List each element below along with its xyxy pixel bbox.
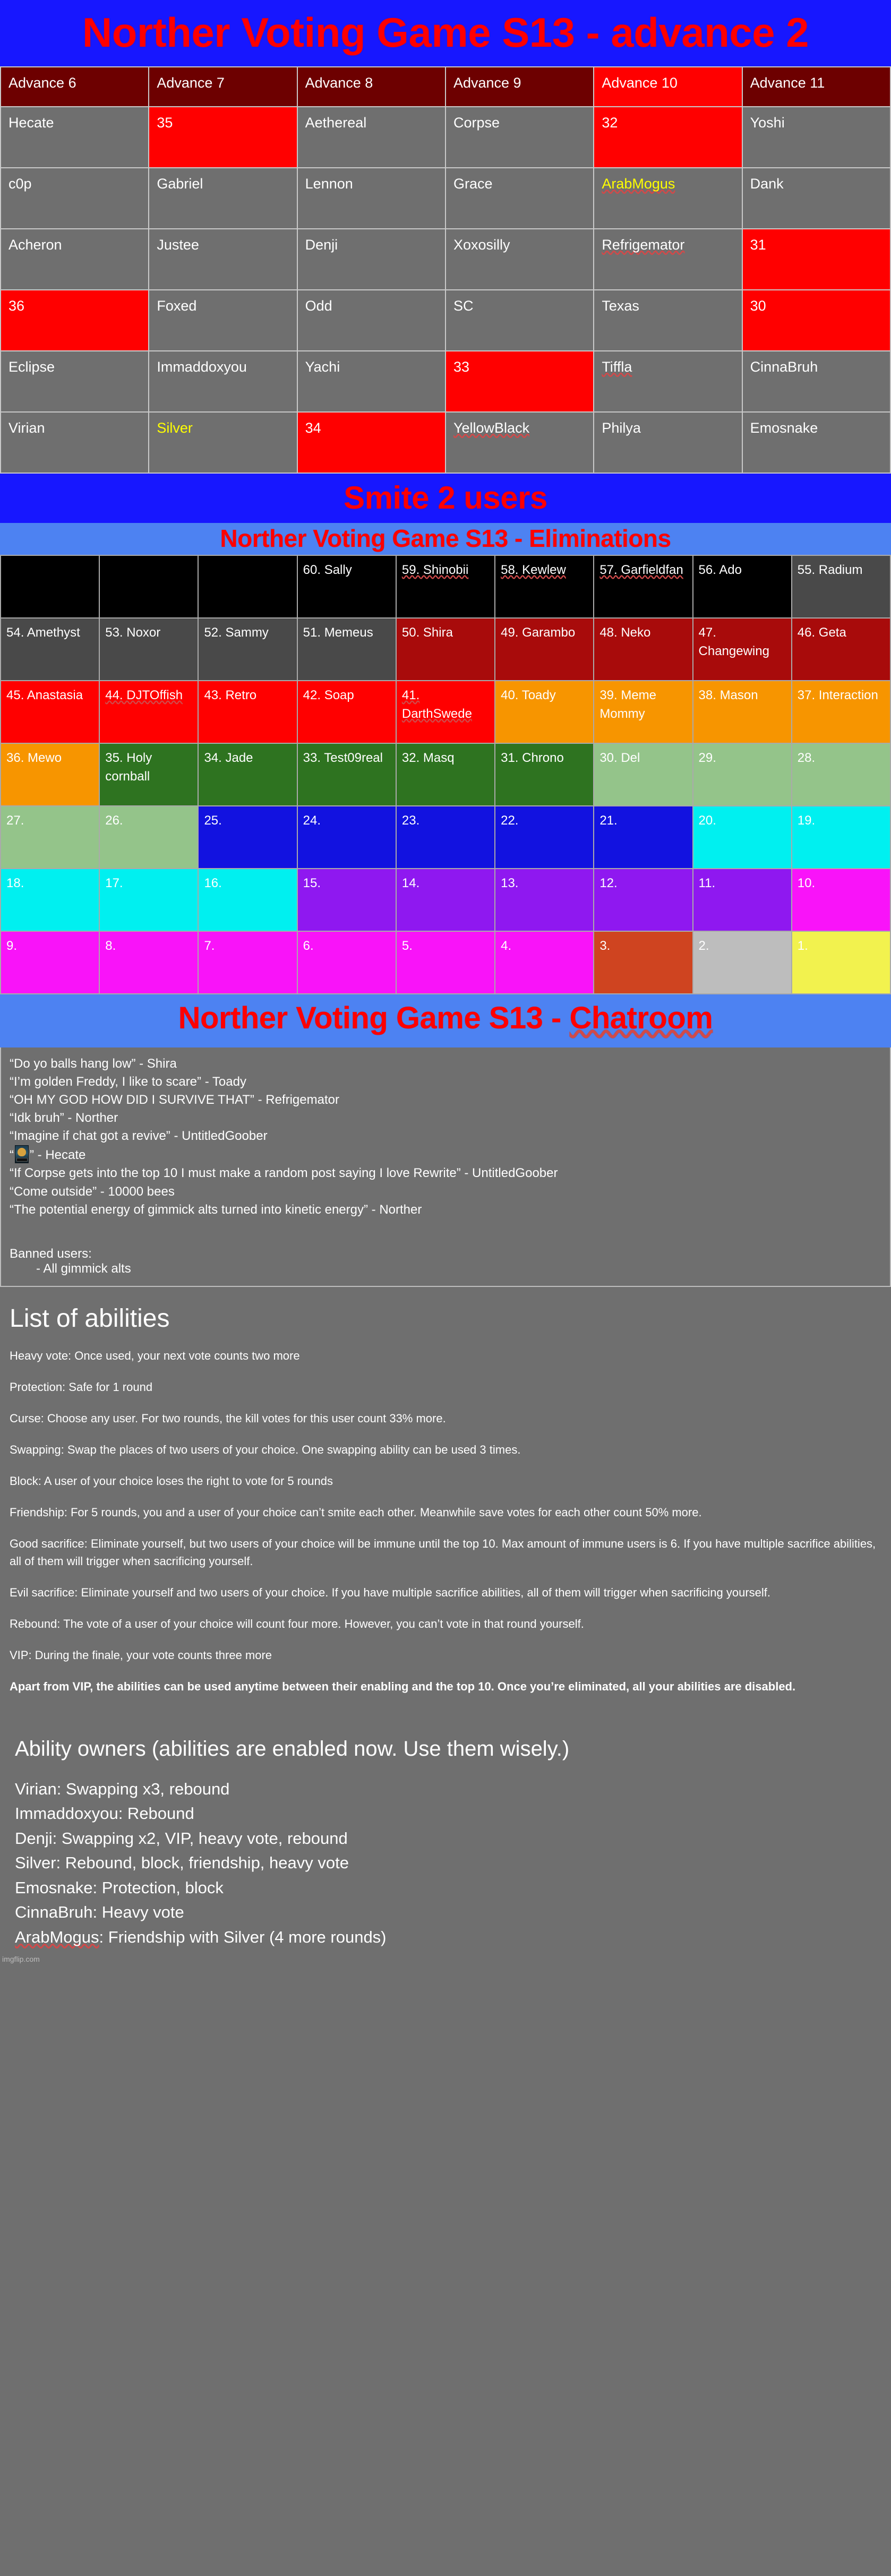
elimination-cell-label: 5. <box>401 939 413 953</box>
advance-cell-label: Justee <box>157 237 199 253</box>
ability-owner-item: Emosnake: Protection, block <box>15 1878 224 1897</box>
advance-cell-label: Foxed <box>157 298 197 314</box>
elimination-cell-label: 39. Meme Mommy <box>599 688 657 721</box>
elimination-cell <box>99 806 198 869</box>
elimination-cell <box>495 555 594 618</box>
page-title: Norther Voting Game S13 - advance 2 <box>0 0 891 66</box>
elimination-cell <box>297 806 396 869</box>
elimination-cell-label: 41. DarthSwede <box>401 688 472 721</box>
elimination-cell <box>693 931 792 994</box>
chat-message: “Do yo balls hang low” - Shira <box>10 1057 177 1071</box>
advance-header-row <box>1 67 890 107</box>
elimination-cell <box>495 806 594 869</box>
elimination-cell-label: 24. <box>303 813 321 828</box>
eliminations-row <box>1 869 890 931</box>
advance-cell <box>594 290 742 351</box>
ability-item: Block: A user of your choice loses the right to vote for 5 rounds <box>10 1474 333 1488</box>
ability-owners-heading: Ability owners (abilities are enabled now. Use them wisely.) <box>15 1737 570 1761</box>
advance-cell-label: Texas <box>602 298 639 314</box>
chatroom-title <box>0 994 891 1047</box>
elimination-cell <box>396 743 495 806</box>
elimination-cell <box>99 681 198 743</box>
ability-item: Protection: Safe for 1 round <box>10 1380 153 1394</box>
advance-table-body <box>1 107 890 473</box>
elimination-cell <box>396 681 495 743</box>
chat-message <box>10 1145 881 1164</box>
elimination-cell <box>495 618 594 681</box>
elimination-cell <box>297 618 396 681</box>
elimination-cell-label: 16. <box>204 876 222 890</box>
chat-message-list <box>10 1055 881 1219</box>
advance-cell-label: Tiffla <box>602 359 632 375</box>
advance-cell-label: Odd <box>305 298 332 314</box>
elimination-cell <box>495 869 594 931</box>
elimination-cell-label: 17. <box>105 876 123 890</box>
elimination-cell-label: 27. <box>6 813 24 828</box>
advance-cell-label: Hecate <box>8 115 54 131</box>
chat-quote-open: “ <box>10 1148 14 1163</box>
elimination-cell <box>495 931 594 994</box>
chat-message: “Imagine if chat got a revive” - UntitledGoober <box>10 1129 268 1144</box>
ability-owner-item: Denji: Swapping x2, VIP, heavy vote, rebound <box>15 1828 348 1848</box>
elimination-cell <box>792 743 890 806</box>
elimination-cell-label: 13. <box>501 876 519 890</box>
elimination-cell <box>297 931 396 994</box>
advance-cell <box>742 412 890 473</box>
chat-message: “OH MY GOD HOW DID I SURVIVE THAT” - Refrigemator <box>10 1093 339 1107</box>
ability-item: Curse: Choose any user. For two rounds, the kill votes for this user count 33% more. <box>10 1411 446 1425</box>
elimination-cell-label: 4. <box>501 939 512 953</box>
elimination-cell-label: 59. Shinobii <box>401 563 469 577</box>
elimination-cell <box>198 743 297 806</box>
elimination-cell-label: 58. Kewlew <box>501 563 566 577</box>
elimination-cell-label: 10. <box>797 876 816 890</box>
advance-cell <box>149 168 297 229</box>
elimination-cell <box>594 555 692 618</box>
advance-cell-label: 36 <box>8 298 25 314</box>
elimination-cell-label: 15. <box>303 876 321 890</box>
elimination-cell <box>594 931 692 994</box>
elimination-cell-label: 32. Masq <box>401 751 455 765</box>
elimination-cell <box>594 743 692 806</box>
elimination-cell <box>297 869 396 931</box>
eliminations-row <box>1 743 890 806</box>
advance-cell <box>1 412 149 473</box>
elimination-cell-label: 2. <box>698 939 709 953</box>
elimination-cell-label: 33. Test09real <box>303 751 383 765</box>
elimination-cell-label: 11. <box>698 876 716 890</box>
advance-cell <box>594 107 742 168</box>
advance-cell <box>1 229 149 290</box>
elimination-cell <box>1 618 99 681</box>
advance-cell-label: Corpse <box>453 115 500 131</box>
advance-cell <box>446 168 594 229</box>
ability-owners-section <box>0 1714 891 1965</box>
elimination-cell <box>792 806 890 869</box>
advance-cell-label: Acheron <box>8 237 62 253</box>
elimination-cell <box>198 869 297 931</box>
elimination-cell <box>396 806 495 869</box>
elimination-cell-label: 20. <box>698 813 716 828</box>
advance-cell <box>297 229 446 290</box>
ability-item: Evil sacrifice: Eliminate yourself and two users of your choice. If you have multiple sacrifice abilities, all of them will trigger when sacrificing yourself. <box>10 1585 771 1599</box>
elimination-cell <box>396 618 495 681</box>
abilities-footnote: Apart from VIP, the abilities can be used anytime between their enabling and the top 10. Once you’re eliminated, all your abilities are disabled. <box>10 1679 796 1693</box>
eliminations-row <box>1 931 890 994</box>
elimination-cell <box>594 806 692 869</box>
advance-column-header: Advance 6 <box>1 67 149 107</box>
eliminations-row <box>1 618 890 681</box>
advance-table-head <box>1 67 890 107</box>
advance-cell-label: Immaddoxyou <box>157 359 247 375</box>
advance-cell-label: Eclipse <box>8 359 55 375</box>
elimination-cell <box>1 743 99 806</box>
elimination-cell-label: 3. <box>599 939 611 953</box>
advance-column-header: Advance 8 <box>297 67 446 107</box>
advance-cell-label: SC <box>453 298 474 314</box>
abilities-section <box>0 1287 891 1714</box>
ability-item: Rebound: The vote of a user of your choice will count four more. However, you can’t vote in that round yourself. <box>10 1617 584 1630</box>
elimination-cell-label: 56. Ado <box>698 563 742 577</box>
elimination-cell-label: 49. Garambo <box>501 625 576 640</box>
advance-cell <box>446 412 594 473</box>
advance-cell <box>446 107 594 168</box>
advance-table-row <box>1 168 890 229</box>
elimination-cell <box>693 555 792 618</box>
advance-cell-label: Denji <box>305 237 338 253</box>
elimination-cell-label: 26. <box>105 813 123 828</box>
elimination-cell-label: 43. Retro <box>204 688 257 702</box>
advance-table-row <box>1 290 890 351</box>
eliminations-row <box>1 681 890 743</box>
elimination-cell <box>792 555 890 618</box>
elimination-cell <box>396 869 495 931</box>
smite-banner: Smite 2 users <box>0 474 891 523</box>
elimination-cell <box>1 806 99 869</box>
advance-cell-label: Xoxosilly <box>453 237 510 253</box>
elimination-cell-label: 7. <box>204 939 215 953</box>
elimination-cell-label: 38. Mason <box>698 688 758 702</box>
elimination-cell-label: 14. <box>401 876 420 890</box>
chatroom-panel <box>0 1047 891 1287</box>
advance-column-header: Advance 9 <box>446 67 594 107</box>
advance-cell-label: ArabMogus <box>602 176 675 192</box>
elimination-cell <box>99 618 198 681</box>
advance-cell <box>1 107 149 168</box>
elimination-cell <box>198 555 297 618</box>
ability-item: VIP: During the finale, your vote counts three more <box>10 1648 272 1662</box>
elimination-cell-label: 21. <box>599 813 618 828</box>
elimination-cell <box>594 681 692 743</box>
elimination-cell-label: 37. Interaction <box>797 688 878 702</box>
advance-table <box>0 66 891 474</box>
advance-cell <box>594 229 742 290</box>
elimination-cell-label: 18. <box>6 876 24 890</box>
elimination-cell <box>792 931 890 994</box>
elimination-cell <box>297 681 396 743</box>
eliminations-row <box>1 555 890 618</box>
advance-table-row <box>1 107 890 168</box>
advance-column-header: Advance 10 <box>594 67 742 107</box>
advance-cell-label: Emosnake <box>750 420 818 436</box>
elimination-cell-label: 45. Anastasia <box>6 688 83 702</box>
ability-owner-item: Silver: Rebound, block, friendship, heavy vote <box>15 1853 349 1873</box>
elimination-cell <box>495 743 594 806</box>
advance-cell-label: Philya <box>602 420 641 436</box>
advance-cell <box>297 412 446 473</box>
elimination-cell-label: 19. <box>797 813 816 828</box>
elimination-cell-label: 50. Shira <box>401 625 453 640</box>
advance-cell-label: Yachi <box>305 359 340 375</box>
elimination-cell <box>1 931 99 994</box>
advance-cell-label: 32 <box>602 115 618 131</box>
ability-item: Friendship: For 5 rounds, you and a user of your choice can’t smite each other. Meanwhile save votes for each other count 50% more. <box>10 1505 702 1519</box>
elimination-cell-label: 9. <box>6 939 18 953</box>
advance-column-header: Advance 11 <box>742 67 890 107</box>
advance-cell-label: Gabriel <box>157 176 203 192</box>
elimination-cell-label: 57. Garfieldfan <box>599 563 683 577</box>
advance-cell-label: Silver <box>157 420 193 436</box>
elimination-cell <box>594 618 692 681</box>
eliminations-grid <box>0 555 891 994</box>
advance-cell-label: 31 <box>750 237 766 253</box>
eliminations-title: Norther Voting Game S13 - Eliminations <box>0 523 891 555</box>
advance-cell <box>149 351 297 412</box>
elimination-cell <box>198 618 297 681</box>
ability-owner-name: ArabMogus <box>15 1927 99 1946</box>
elimination-cell <box>297 743 396 806</box>
elimination-cell-label: 51. Memeus <box>303 625 373 640</box>
advance-cell-label: Dank <box>750 176 784 192</box>
elimination-cell-label: 44. DJTOffish <box>105 688 183 702</box>
abilities-heading: List of abilities <box>10 1304 170 1333</box>
eliminations-grid-body <box>1 555 890 994</box>
advance-cell <box>446 229 594 290</box>
elimination-cell <box>297 555 396 618</box>
elimination-cell <box>693 869 792 931</box>
advance-cell <box>594 168 742 229</box>
advance-table-row <box>1 412 890 473</box>
advance-cell-label: CinnaBruh <box>750 359 818 375</box>
advance-cell <box>297 290 446 351</box>
chat-quote-close: ” - Hecate <box>30 1148 86 1163</box>
advance-cell <box>149 229 297 290</box>
banned-users-heading: Banned users: <box>10 1246 92 1261</box>
advance-cell <box>742 290 890 351</box>
advance-cell-label: Virian <box>8 420 45 436</box>
elimination-cell-label: 34. Jade <box>204 751 253 765</box>
elimination-cell-label: 6. <box>303 939 314 953</box>
banned-users-item: - All gimmick alts <box>36 1261 131 1276</box>
advance-cell <box>297 107 446 168</box>
elimination-cell-label: 52. Sammy <box>204 625 269 640</box>
elimination-cell <box>693 681 792 743</box>
elimination-cell-label: 25. <box>204 813 222 828</box>
advance-cell-label: 33 <box>453 359 470 375</box>
elimination-cell-label: 60. Sally <box>303 563 352 577</box>
elimination-cell <box>198 931 297 994</box>
elimination-cell <box>396 931 495 994</box>
elimination-cell <box>1 681 99 743</box>
elimination-cell <box>693 806 792 869</box>
elimination-cell-label: 55. Radium <box>797 563 863 577</box>
eliminations-row <box>1 806 890 869</box>
elimination-cell <box>792 869 890 931</box>
chat-message: “Idk bruh” - Norther <box>10 1111 118 1126</box>
advance-cell <box>742 168 890 229</box>
advance-cell <box>149 107 297 168</box>
elimination-cell <box>495 681 594 743</box>
elimination-cell <box>693 743 792 806</box>
elimination-cell-label: 47. Changewing <box>698 625 769 658</box>
chat-message: “The potential energy of gimmick alts turned into kinetic energy” - Norther <box>10 1202 422 1217</box>
abilities-list <box>10 1347 881 1664</box>
elimination-cell <box>99 931 198 994</box>
advance-cell <box>1 351 149 412</box>
elimination-cell <box>198 806 297 869</box>
advance-cell <box>742 229 890 290</box>
chatroom-title-prefix: Norther Voting Game S13 - <box>178 1001 570 1035</box>
elimination-cell-label: 23. <box>401 813 420 828</box>
advance-cell <box>742 351 890 412</box>
advance-cell <box>446 290 594 351</box>
elimination-cell-label: 29. <box>698 751 716 765</box>
elimination-cell-label: 42. Soap <box>303 688 354 702</box>
elimination-cell-label: 28. <box>797 751 816 765</box>
elimination-cell-label: 30. Del <box>599 751 640 765</box>
ability-owner-item: Virian: Swapping x3, rebound <box>15 1779 230 1798</box>
advance-cell <box>1 168 149 229</box>
elimination-cell <box>594 869 692 931</box>
elimination-cell-label: 35. Holy cornball <box>105 751 152 784</box>
advance-cell <box>297 168 446 229</box>
elimination-cell <box>693 618 792 681</box>
advance-cell <box>742 107 890 168</box>
elimination-cell-label: 48. Neko <box>599 625 651 640</box>
elimination-cell <box>99 869 198 931</box>
elimination-cell-label: 53. Noxor <box>105 625 161 640</box>
elimination-cell <box>99 743 198 806</box>
advance-cell <box>149 290 297 351</box>
advance-cell-label: 34 <box>305 420 321 436</box>
advance-cell-label: Refrigemator <box>602 237 685 253</box>
chat-message: “If Corpse gets into the top 10 I must make a random post saying I love Rewrite” - UntitledGoober <box>10 1166 558 1181</box>
chat-message: “I’m golden Freddy, I like to scare” - Toady <box>10 1075 246 1089</box>
advance-cell-label: Lennon <box>305 176 353 192</box>
advance-table-row <box>1 351 890 412</box>
advance-cell-label: Aethereal <box>305 115 367 131</box>
advance-cell-label: c0p <box>8 176 32 192</box>
ability-item: Heavy vote: Once used, your next vote counts two more <box>10 1349 300 1362</box>
advance-cell-label: 30 <box>750 298 766 314</box>
advance-cell <box>149 412 297 473</box>
elimination-cell-label: 22. <box>501 813 519 828</box>
elimination-cell-label: 46. Geta <box>797 625 846 640</box>
elimination-cell-label: 40. Toady <box>501 688 556 702</box>
ability-owner-item: CinnaBruh: Heavy vote <box>15 1903 184 1922</box>
ability-owners-list <box>15 1777 881 1950</box>
ability-item: Swapping: Swap the places of two users of your choice. One swapping ability can be used 3 times. <box>10 1442 521 1456</box>
elimination-cell-label: 31. Chrono <box>501 751 564 765</box>
elimination-cell-label: 8. <box>105 939 116 953</box>
advance-cell <box>297 351 446 412</box>
elimination-cell <box>198 681 297 743</box>
advance-cell-label: Grace <box>453 176 493 192</box>
elimination-cell <box>99 555 198 618</box>
ability-owner-item <box>15 1925 881 1950</box>
advance-cell-label: YellowBlack <box>453 420 530 436</box>
advance-column-header: Advance 7 <box>149 67 297 107</box>
ability-item: Good sacrifice: Eliminate yourself, but two users of your choice will be immune until the top 10. Max amount of immune users is 6. If you have multiple sacrifice abilities, all of them will trigger when sacrificing yourself. <box>10 1536 876 1568</box>
chat-message: “Come outside” - 10000 bees <box>10 1184 175 1199</box>
elimination-cell <box>396 555 495 618</box>
cat-image-icon <box>15 1145 29 1163</box>
elimination-cell-label: 36. Mewo <box>6 751 62 765</box>
chatroom-title-word: Chatroom <box>569 1001 713 1035</box>
watermark: imgflip.com <box>2 1955 40 1964</box>
advance-cell-label: Yoshi <box>750 115 785 131</box>
elimination-cell-label: 1. <box>797 939 808 953</box>
elimination-cell <box>1 555 99 618</box>
advance-cell <box>594 412 742 473</box>
elimination-cell-label: 54. Amethyst <box>6 625 80 640</box>
ability-owner-item: Immaddoxyou: Rebound <box>15 1804 194 1823</box>
advance-cell <box>594 351 742 412</box>
advance-cell-label: 35 <box>157 115 173 131</box>
elimination-cell <box>1 869 99 931</box>
elimination-cell-label: 12. <box>599 876 618 890</box>
elimination-cell <box>792 681 890 743</box>
ability-owner-detail: : Friendship with Silver (4 more rounds) <box>99 1927 387 1946</box>
advance-table-row <box>1 229 890 290</box>
advance-cell <box>1 290 149 351</box>
advance-cell <box>446 351 594 412</box>
elimination-cell <box>792 618 890 681</box>
